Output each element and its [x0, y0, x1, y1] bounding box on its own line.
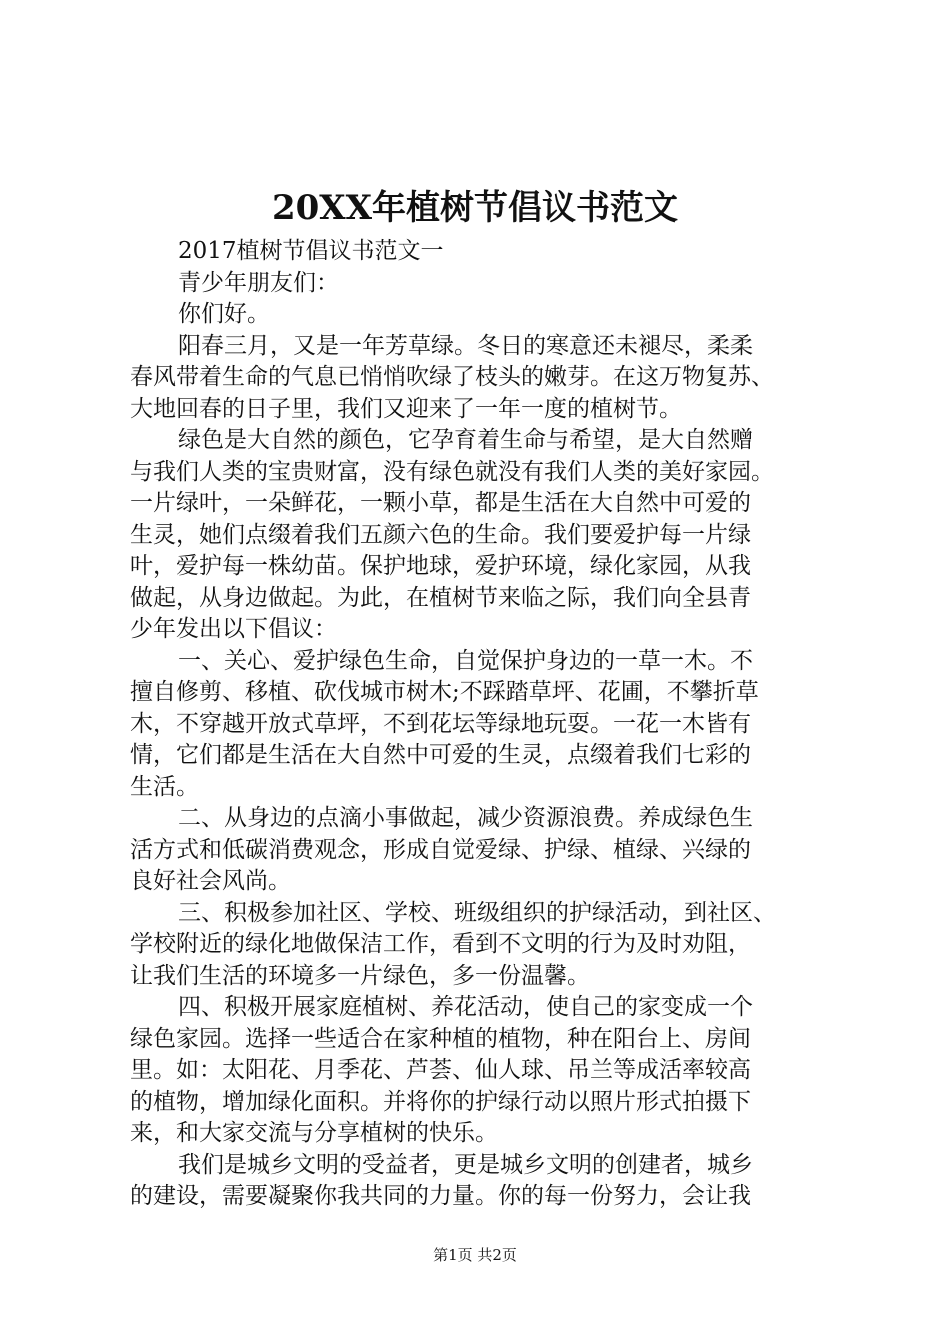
text-line: 的植物，增加绿化面积。并将你的护绿行动以照片形式拍摄下 — [130, 1088, 751, 1115]
text-line: 活方式和低碳消费观念，形成自觉爱绿、护绿、植绿、兴绿的 — [130, 836, 751, 863]
text-line: 做起，从身边做起。为此，在植树节来临之际，我们向全县青 — [130, 584, 751, 611]
text-line: 2017植树节倡议书范文一 — [178, 238, 444, 264]
text-line: 的建设，需要凝聚你我共同的力量。你的每一份努力，会让我 — [130, 1183, 751, 1209]
text-line: 你们好。 — [178, 301, 270, 327]
text-line: 生活。 — [130, 773, 199, 800]
text-line: 里。如：太阳花、月季花、芦荟、仙人球、吊兰等成活率较高 — [130, 1057, 751, 1083]
text-line: 大地回春的日子里，我们又迎来了一年一度的植树节。 — [130, 395, 682, 422]
text-line: 绿色家园。选择一些适合在家种植的植物，种在阳台上、房间 — [130, 1025, 751, 1052]
text-line: 情，它们都是生活在大自然中可爱的生灵，点缀着我们七彩的 — [130, 742, 751, 768]
text-line: 少年发出以下倡议： — [130, 616, 337, 642]
document-body — [130, 236, 830, 1213]
text-line: 二、从身边的点滴小事做起，减少资源浪费。养成绿色生 — [178, 805, 753, 831]
text-line: 生灵，她们点缀着我们五颜六色的生命。我们要爱护每一片绿 — [130, 521, 751, 548]
text-line: 木，不穿越开放式草坪，不到花坛等绿地玩耍。一花一木皆有 — [130, 710, 751, 737]
text-line: 四、积极开展家庭植树、养花活动，使自己的家变成一个 — [178, 994, 753, 1020]
text-line: 来，和大家交流与分享植树的快乐。 — [130, 1120, 498, 1146]
text-line: 学校附近的绿化地做保洁工作，看到不文明的行为及时劝阻， — [130, 931, 751, 957]
text-line: 我们是城乡文明的受益者，更是城乡文明的创建者，城乡 — [178, 1151, 753, 1178]
text-line: 绿色是大自然的颜色，它孕育着生命与希望，是大自然赠 — [178, 427, 753, 453]
text-line: 擅自修剪、移植、砍伐城市树木;不踩踏草坪、花圃，不攀折草 — [130, 679, 759, 705]
document-title: 20XX年植树节倡议书范文 — [271, 188, 679, 228]
text-line: 与我们人类的宝贵财富，没有绿色就没有我们人类的美好家园。 — [130, 458, 774, 485]
text-line: 让我们生活的环境多一片绿色，多一份温馨。 — [130, 962, 590, 989]
text-line: 春风带着生命的气息已悄悄吹绿了枝头的嫩芽。在这万物复苏、 — [130, 364, 774, 390]
text-line: 三、积极参加社区、学校、班级组织的护绿活动，到社区、 — [178, 899, 776, 926]
page-footer: 第1页 共2页 — [433, 1246, 517, 1264]
text-line: 阳春三月，又是一年芳草绿。冬日的寒意还未褪尽，柔柔 — [178, 332, 753, 359]
text-line: 青少年朋友们： — [178, 269, 339, 296]
text-line: 叶，爱护每一株幼苗。保护地球，爱护环境，绿化家园，从我 — [130, 553, 751, 579]
text-line: 良好社会风尚。 — [130, 868, 291, 894]
text-line: 一、关心、爱护绿色生命，自觉保护身边的一草一木。不 — [178, 647, 753, 674]
text-line: 一片绿叶，一朵鲜花，一颗小草，都是生活在大自然中可爱的 — [130, 490, 751, 516]
